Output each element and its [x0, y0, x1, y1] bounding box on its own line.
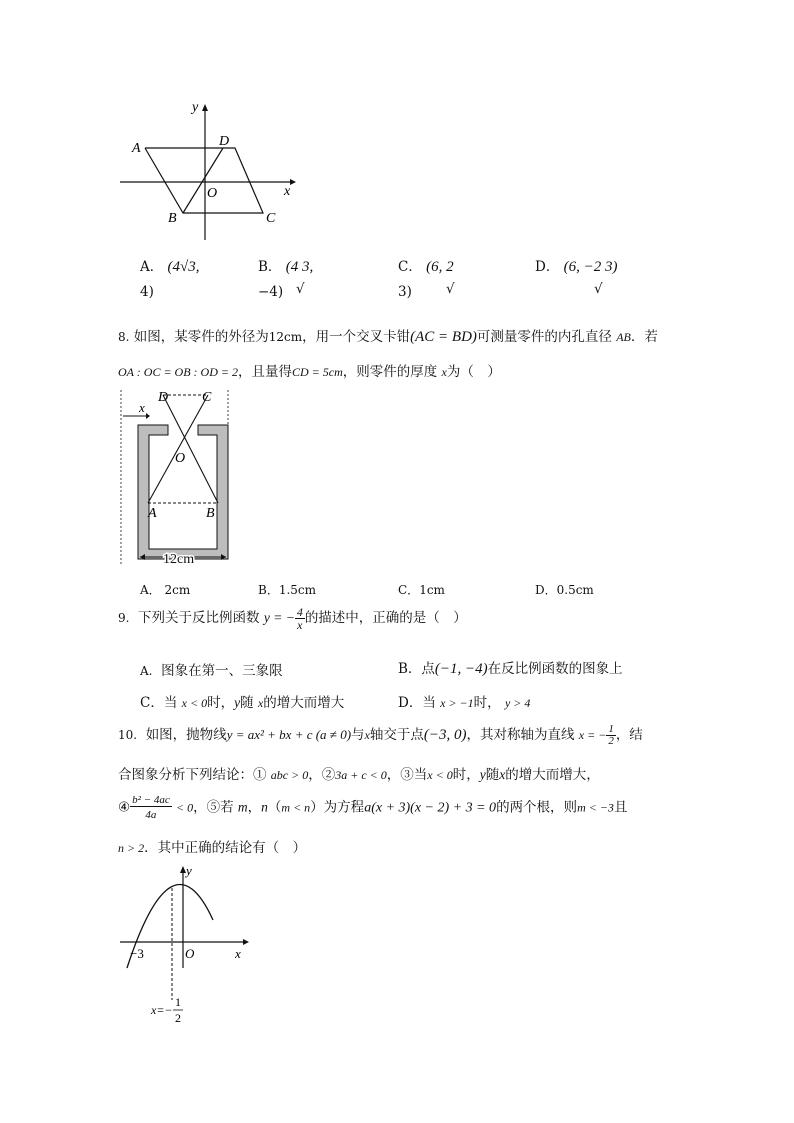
q10-cond-3: x < 0	[427, 768, 453, 782]
q10-parabola: y = ax² + bx + c (a ≠ 0)	[226, 727, 352, 742]
q7-label-c: C	[266, 211, 276, 226]
q7-option-b-line2: −4)	[258, 284, 284, 300]
q8-line-ac	[148, 395, 208, 503]
q7-option-a	[140, 255, 200, 276]
q9-option-b-text-1: 点	[421, 661, 435, 677]
q8-option-b-text: 1.5cm	[278, 583, 317, 597]
q9-text-2: 的描述中，正确的是（ ）	[304, 610, 467, 626]
q7-option-b	[258, 255, 313, 276]
q9-option-d-result: y > 4	[504, 696, 531, 710]
q9-option-c-y: y	[234, 695, 241, 710]
q7-y-arrow	[202, 104, 208, 111]
q10-text-1: 如图，抛物线	[145, 727, 227, 743]
q8-option-b-letter: B．	[258, 583, 279, 597]
q7-option-d-letter: D．	[535, 259, 560, 275]
q10-y-1: y	[479, 767, 486, 782]
q7-label-y: y	[192, 100, 199, 115]
q8-part-outer	[138, 425, 228, 559]
q8-label-width: 12cm	[163, 552, 195, 567]
q10-label-x: x	[235, 946, 241, 961]
q10-text-9: 时，	[452, 767, 480, 783]
q9-option-b-text-2: 在反比例函数的图象上	[487, 661, 623, 677]
q7-option-c-line2: 3)	[398, 284, 412, 300]
q7-option-c-letter: C．	[398, 259, 422, 275]
q9-number: 9.	[118, 611, 130, 625]
q10-result-1: m < −3	[577, 800, 614, 815]
q10-text-17: 的两个根，则	[496, 799, 578, 816]
q7-x-arrow	[290, 179, 296, 185]
q7-figure	[110, 95, 310, 245]
q7-option-b-letter: B．	[258, 259, 282, 275]
q9-option-b-letter: B．	[398, 661, 422, 677]
q10-frac-4-num: b² − 4ac	[132, 794, 170, 806]
q8-number: 8.	[118, 330, 130, 344]
q10-frac-4	[130, 795, 172, 821]
q8-text-4: ．若	[630, 329, 658, 345]
q8-option-c-text: 1cm	[419, 583, 445, 597]
q8-text-3: 可测量零件的内孔直径	[476, 329, 612, 345]
q8-label-b: B	[206, 506, 215, 521]
q10-cond-5: m < n	[281, 800, 311, 815]
q10-line4	[118, 836, 306, 856]
q7-option-d	[535, 255, 618, 276]
q10-line1	[118, 723, 643, 747]
q10-cond-4: < 0	[176, 800, 194, 815]
q7-option-a-letter: A．	[140, 259, 164, 275]
q9-func-den: x	[297, 618, 303, 632]
q9-option-c-letter: C．	[140, 695, 164, 711]
q10-text-18: 且	[613, 799, 628, 816]
q10-text-4: ，其对称轴为直线	[466, 727, 575, 743]
q7-label-x: x	[284, 184, 291, 199]
q9-option-b-point: (−1, −4)	[434, 661, 488, 677]
q8-option-a-text: 2cm	[164, 583, 191, 597]
q7-option-c	[398, 255, 454, 276]
q8-option-c	[398, 581, 445, 598]
q8-label-c: C	[202, 390, 212, 405]
q10-label-axis-num: 1	[175, 995, 181, 1009]
q7-diagonal-bd	[183, 148, 223, 213]
q9-option-d-cond: x > −1	[440, 696, 474, 710]
q10-label-neg3: −3	[130, 946, 144, 961]
q9-option-c-cond: x < 0	[181, 696, 208, 710]
q9-option-c-text-1: 当	[163, 695, 178, 711]
q7-label-a: A	[132, 141, 141, 156]
q8-text-1: 如图，某零件的外径为	[133, 329, 269, 345]
q10-number: 10.	[118, 728, 138, 742]
q8-ratio: OA : OC = OB : OD = 2	[118, 365, 238, 379]
q8-outer-diameter: 12cm	[268, 330, 303, 344]
q9-option-d-text-1: 当	[422, 695, 436, 711]
q8-line2	[118, 360, 501, 380]
q9-stem	[118, 606, 467, 631]
q10-text-19: ．其中正确的结论有（ ）	[144, 840, 307, 856]
q7-option-c-sqrt: √	[446, 281, 455, 297]
q7-label-o: O	[207, 186, 218, 201]
q9-option-d-text-2: 时，	[473, 695, 501, 711]
q7-option-d-sqrt: √	[594, 281, 603, 297]
q8-option-a-letter: A．	[140, 583, 161, 597]
q7-label-d: D	[219, 134, 230, 149]
q10-text-11: 的增大而增大，	[505, 767, 600, 783]
q8-label-o: O	[175, 451, 186, 466]
q10-line3	[118, 795, 627, 821]
q7-option-b-sqrt: √	[296, 281, 305, 297]
q10-label-axis-den: 2	[175, 1011, 181, 1025]
q8-text-5: ，且量得	[237, 364, 292, 380]
q8-line-db	[163, 395, 218, 503]
q9-option-c-text-2: 时，	[207, 695, 235, 711]
q10-text-8: ，③当	[386, 767, 428, 783]
q8-option-c-letter: C．	[398, 583, 420, 597]
q7-option-c-line1: (6, 2	[426, 259, 454, 275]
q7-option-d-line1: (6, −2 3)	[563, 259, 618, 275]
q10-axis-frac	[606, 724, 616, 747]
q10-axis-num: 1	[608, 723, 614, 735]
q10-line2	[118, 763, 600, 783]
q9-func-lhs: y = −	[263, 610, 295, 625]
q9-option-d	[398, 691, 530, 711]
q10-m: m	[237, 799, 248, 815]
q10-text-15: （	[267, 799, 282, 816]
q10-point: (−3, 0)	[423, 727, 467, 743]
q9-func-num: 4	[296, 605, 303, 619]
q9-option-c-text-3: 随	[240, 695, 254, 711]
q9-option-c-text-4: 的增大而增大	[263, 695, 345, 711]
q9-option-d-letter: D．	[398, 695, 423, 711]
q10-label-axis: x=−	[151, 1003, 173, 1017]
q10-cond-1: abc > 0	[270, 768, 309, 782]
q10-text-10: 随	[485, 767, 500, 783]
q10-text-2: 与	[351, 727, 365, 743]
q8-figure	[118, 385, 238, 570]
q10-axis: x = −	[578, 728, 607, 742]
q9-option-a-letter: A.	[140, 664, 153, 678]
q10-x-2: x	[499, 767, 506, 782]
q10-text-13: ，⑤若	[193, 799, 234, 816]
q10-text-12: ④	[118, 799, 131, 816]
q10-label-o: O	[185, 946, 195, 961]
q7-label-b: B	[168, 211, 177, 226]
q10-label-y: y	[186, 863, 192, 878]
q9-option-c-x: x	[257, 696, 264, 710]
q8-x: x	[441, 365, 447, 379]
q7-option-a-line2: 4)	[140, 284, 154, 300]
q10-text-6: 合图象分析下列结论：①	[118, 767, 267, 783]
q8-text-7: 为（ ）	[446, 364, 501, 380]
q10-x-arrow	[243, 939, 249, 945]
q8-thickness-arrowhead	[146, 413, 150, 419]
q9-option-a	[140, 659, 283, 679]
q10-figure	[115, 860, 260, 1025]
q10-text-14: ，	[247, 799, 262, 816]
q7-option-b-line1: (4 3,	[285, 259, 314, 275]
q10-text-3: 轴交于点	[369, 727, 424, 743]
q8-label-x: x	[139, 400, 145, 415]
q10-equation: a(x + 3)(x − 2) + 3 = 0	[364, 800, 497, 816]
q10-text-16: ）为方程	[310, 799, 365, 816]
q8-option-d-letter: D．	[535, 583, 557, 597]
q8-option-d-text: 0.5cm	[556, 583, 594, 597]
q10-frac-4-den: 4a	[145, 809, 157, 821]
q10-result-2: n > 2	[118, 841, 145, 855]
q8-ac-bd: (AC = BD)	[410, 329, 477, 345]
q10-n: n	[261, 799, 268, 815]
q7-option-a-line1: (4√3,	[167, 259, 200, 275]
q8-option-b	[258, 581, 316, 598]
q10-axis-den: 2	[608, 735, 614, 747]
q8-line1	[118, 325, 658, 346]
q9-option-b	[398, 657, 623, 678]
q8-label-a: A	[148, 506, 157, 521]
q8-text-2: ，用一个交叉卡钳	[302, 329, 411, 345]
q9-text-1: 下列关于反比例函数	[138, 610, 260, 626]
q8-cd: CD = 5cm	[291, 365, 343, 379]
q10-text-7: ，②	[308, 767, 336, 783]
q10-x-1: x	[364, 728, 370, 742]
q10-text-5: ，结	[615, 727, 643, 743]
q8-option-d	[535, 581, 594, 598]
q8-option-a	[140, 581, 190, 598]
q8-ab: AB	[616, 330, 631, 344]
q8-text-6: ，则零件的厚度	[342, 364, 438, 380]
q7-parallelogram	[145, 148, 263, 213]
q9-func-frac	[295, 606, 305, 631]
q8-label-d: D	[158, 390, 169, 405]
q9-option-c	[140, 691, 344, 711]
q10-cond-2: 3a + c < 0	[335, 768, 387, 782]
q9-option-a-text: 图象在第一、三象限	[161, 663, 283, 679]
